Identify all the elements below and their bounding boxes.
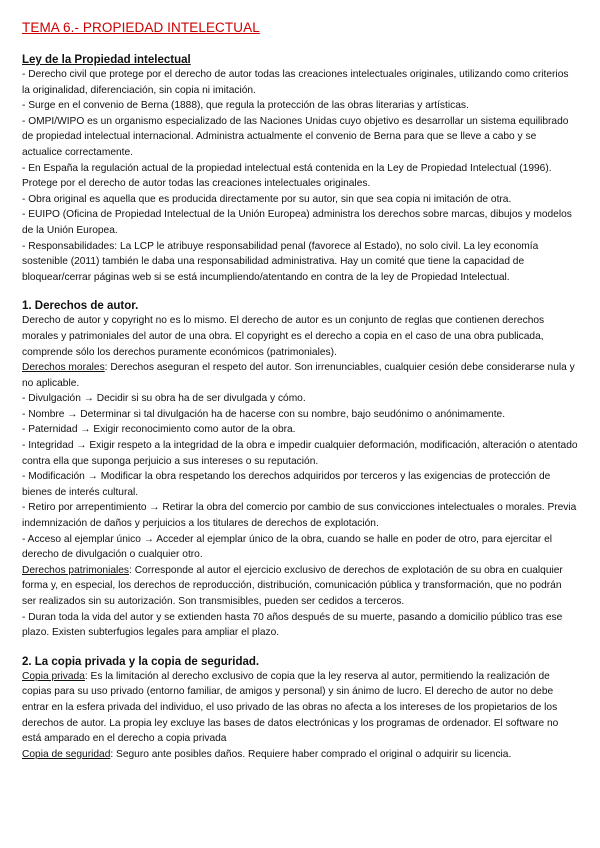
derechos-heading: 1. Derechos de autor. <box>22 300 139 313</box>
copia-privada-paragraph <box>22 669 578 747</box>
morales-item: - Paternidad → Exigir reconocimiento como autor de la obra. <box>22 424 296 436</box>
patrimoniales-label: Derechos patrimoniales <box>22 564 130 576</box>
derechos-intro: Derecho de autor y copyright no es lo mismo. El derecho de autor es un conjunto de reglas que contienen derechos morales y patrimoniales del autor de una obra. El copyright es el derecho a copia en el caso de una obra publicada, comprende sólo los derechos puramente económicos (patrimoniales). <box>22 315 545 358</box>
ley-paragraph: - OMPI/WIPO es un organismo especializado de las Naciones Unidas cuyo objetivo es desarrollar un sistema equilibrado de propiedad intelectual internacional. Administra actualmente el convenio de Berna para que se lleve a cabo y se actualice correctamente. <box>22 115 569 158</box>
spacer <box>22 285 578 299</box>
morales-label: Derechos morales <box>22 362 105 374</box>
ley-paragraph: - En España la regulación actual de la propiedad intelectual está contenida en la Ley de Propiedad Intelectual (1996). Protege por el derecho de autor todas las creaciones intelectuales originales. <box>22 162 552 190</box>
ley-paragraph: - Responsabilidades: La LCP le atribuye responsabilidad penal (favorece al Estado), no solo civil. La ley economía sostenible (2011) también le daba una responsabilidad administrativa. Hay un comité que tiene la capacidad de bloquear/cerrar páginas web si se está incumpliendo/atentando en contra de la ley de Propiedad Intelectual. <box>22 240 539 283</box>
morales-text: : Derechos aseguran el respeto del autor. Son irrenunciables, cualquier cesión debe considerarse nula y no aplicable. <box>22 362 575 389</box>
morales-item: - Nombre → Determinar si tal divulgación ha de hacerse con su nombre, bajo seudónimo o anónimamente. <box>22 408 506 420</box>
copia-heading: 2. La copia privada y la copia de seguridad. <box>22 655 260 668</box>
copia-seguridad-label: Copia de seguridad <box>22 748 111 760</box>
ley-paragraph: - Surge en el convenio de Berna (1888), que regula la protección de las obras literarias y artísticas. <box>22 100 469 112</box>
patrimoniales-paragraph <box>22 563 578 610</box>
ley-heading: Ley de la Propiedad intelectual <box>22 54 191 66</box>
morales-paragraph <box>22 360 578 391</box>
ley-paragraph: - EUIPO (Oficina de Propiedad Intelectual de la Unión Europea) administra los derechos sobre marcas, dibujos y modelos de la Unión Europea. <box>22 209 572 236</box>
morales-item: - Modificación → Modificar la obra respetando los derechos adquiridos por terceros y las exigencias de protección de bienes de interés cultural. <box>22 471 551 498</box>
morales-item: - Retiro por arrepentimiento → Retirar la obra del comercio por cambio de sus convicciones intelectuales o morales. Previa indemnización de daños y perjuicios a los titulares de derechos de explotación. <box>22 502 577 530</box>
patrimoniales-text: : Corresponde al autor el ejercicio exclusivo de derechos de explotación de su obra en cualquier forma y, en especial, los derechos de reproducción, distribución, comunicación pública y transformación, que no podrán ser realizados sin su autorización. Son transmisibles, pueden ser cedidos a terceros. <box>22 564 563 607</box>
page-title: TEMA 6.- PROPIEDAD INTELECTUAL <box>22 20 260 35</box>
morales-item: - Acceso al ejemplar único → Acceder al ejemplar único de la obra, cuando se halle en poder de otro, para ejercitar el derecho de divulgación o cualquier otro. <box>22 533 553 561</box>
ley-paragraph: - Derecho civil que protege por el derecho de autor todas las creaciones intelectuales originales, utilizando como criterios la originalidad, diferenciación, sin copia ni imitación. <box>22 69 569 96</box>
ley-paragraph: - Obra original es aquella que es producida directamente por su autor, sin que sea copia ni imitación de otra. <box>22 193 512 205</box>
section-copia <box>22 655 578 763</box>
copia-privada-label: Copia privada <box>22 670 85 682</box>
morales-item: - Divulgación → Decidir si su obra ha de ser divulgada y cómo. <box>22 393 306 405</box>
copia-seguridad-text: : Seguro ante posibles daños. Requiere haber comprado el original o adquirir su licencia. <box>110 748 512 760</box>
copia-privada-text: : Es la limitación al derecho exclusivo de copia que la ley reserva al autor, permitiendo la realización de copias para su uso privado (entorno familiar, de amigos y personal) y sin ánimo de lucro. El derecho de autor no debe entrar en la esfera privada del individuo, el uso privado de las obras no afecta a los intereses de los propietarios de los derechos de autor. La propia ley excluye las bases de datos electrónicas y los programas de ordenador. El software no está amparado en el derecho a copia privada <box>22 670 559 745</box>
section-ley <box>22 53 578 285</box>
morales-item: - Integridad → Exigir respeto a la integridad de la obra e impedir cualquier deformación, modificación, alteración o atentado contra ella que suponga perjuicio a sus intereses o su reputación. <box>22 440 578 467</box>
spacer <box>22 641 578 655</box>
patrimoniales-item: - Duran toda la vida del autor y se extienden hasta 70 años después de su muerte, pasando a domicilio público tras ese plazo. Existen subterfugios legales para ampliar el plazo. <box>22 611 563 639</box>
copia-seguridad-paragraph <box>22 747 578 763</box>
section-derechos-autor <box>22 299 578 640</box>
